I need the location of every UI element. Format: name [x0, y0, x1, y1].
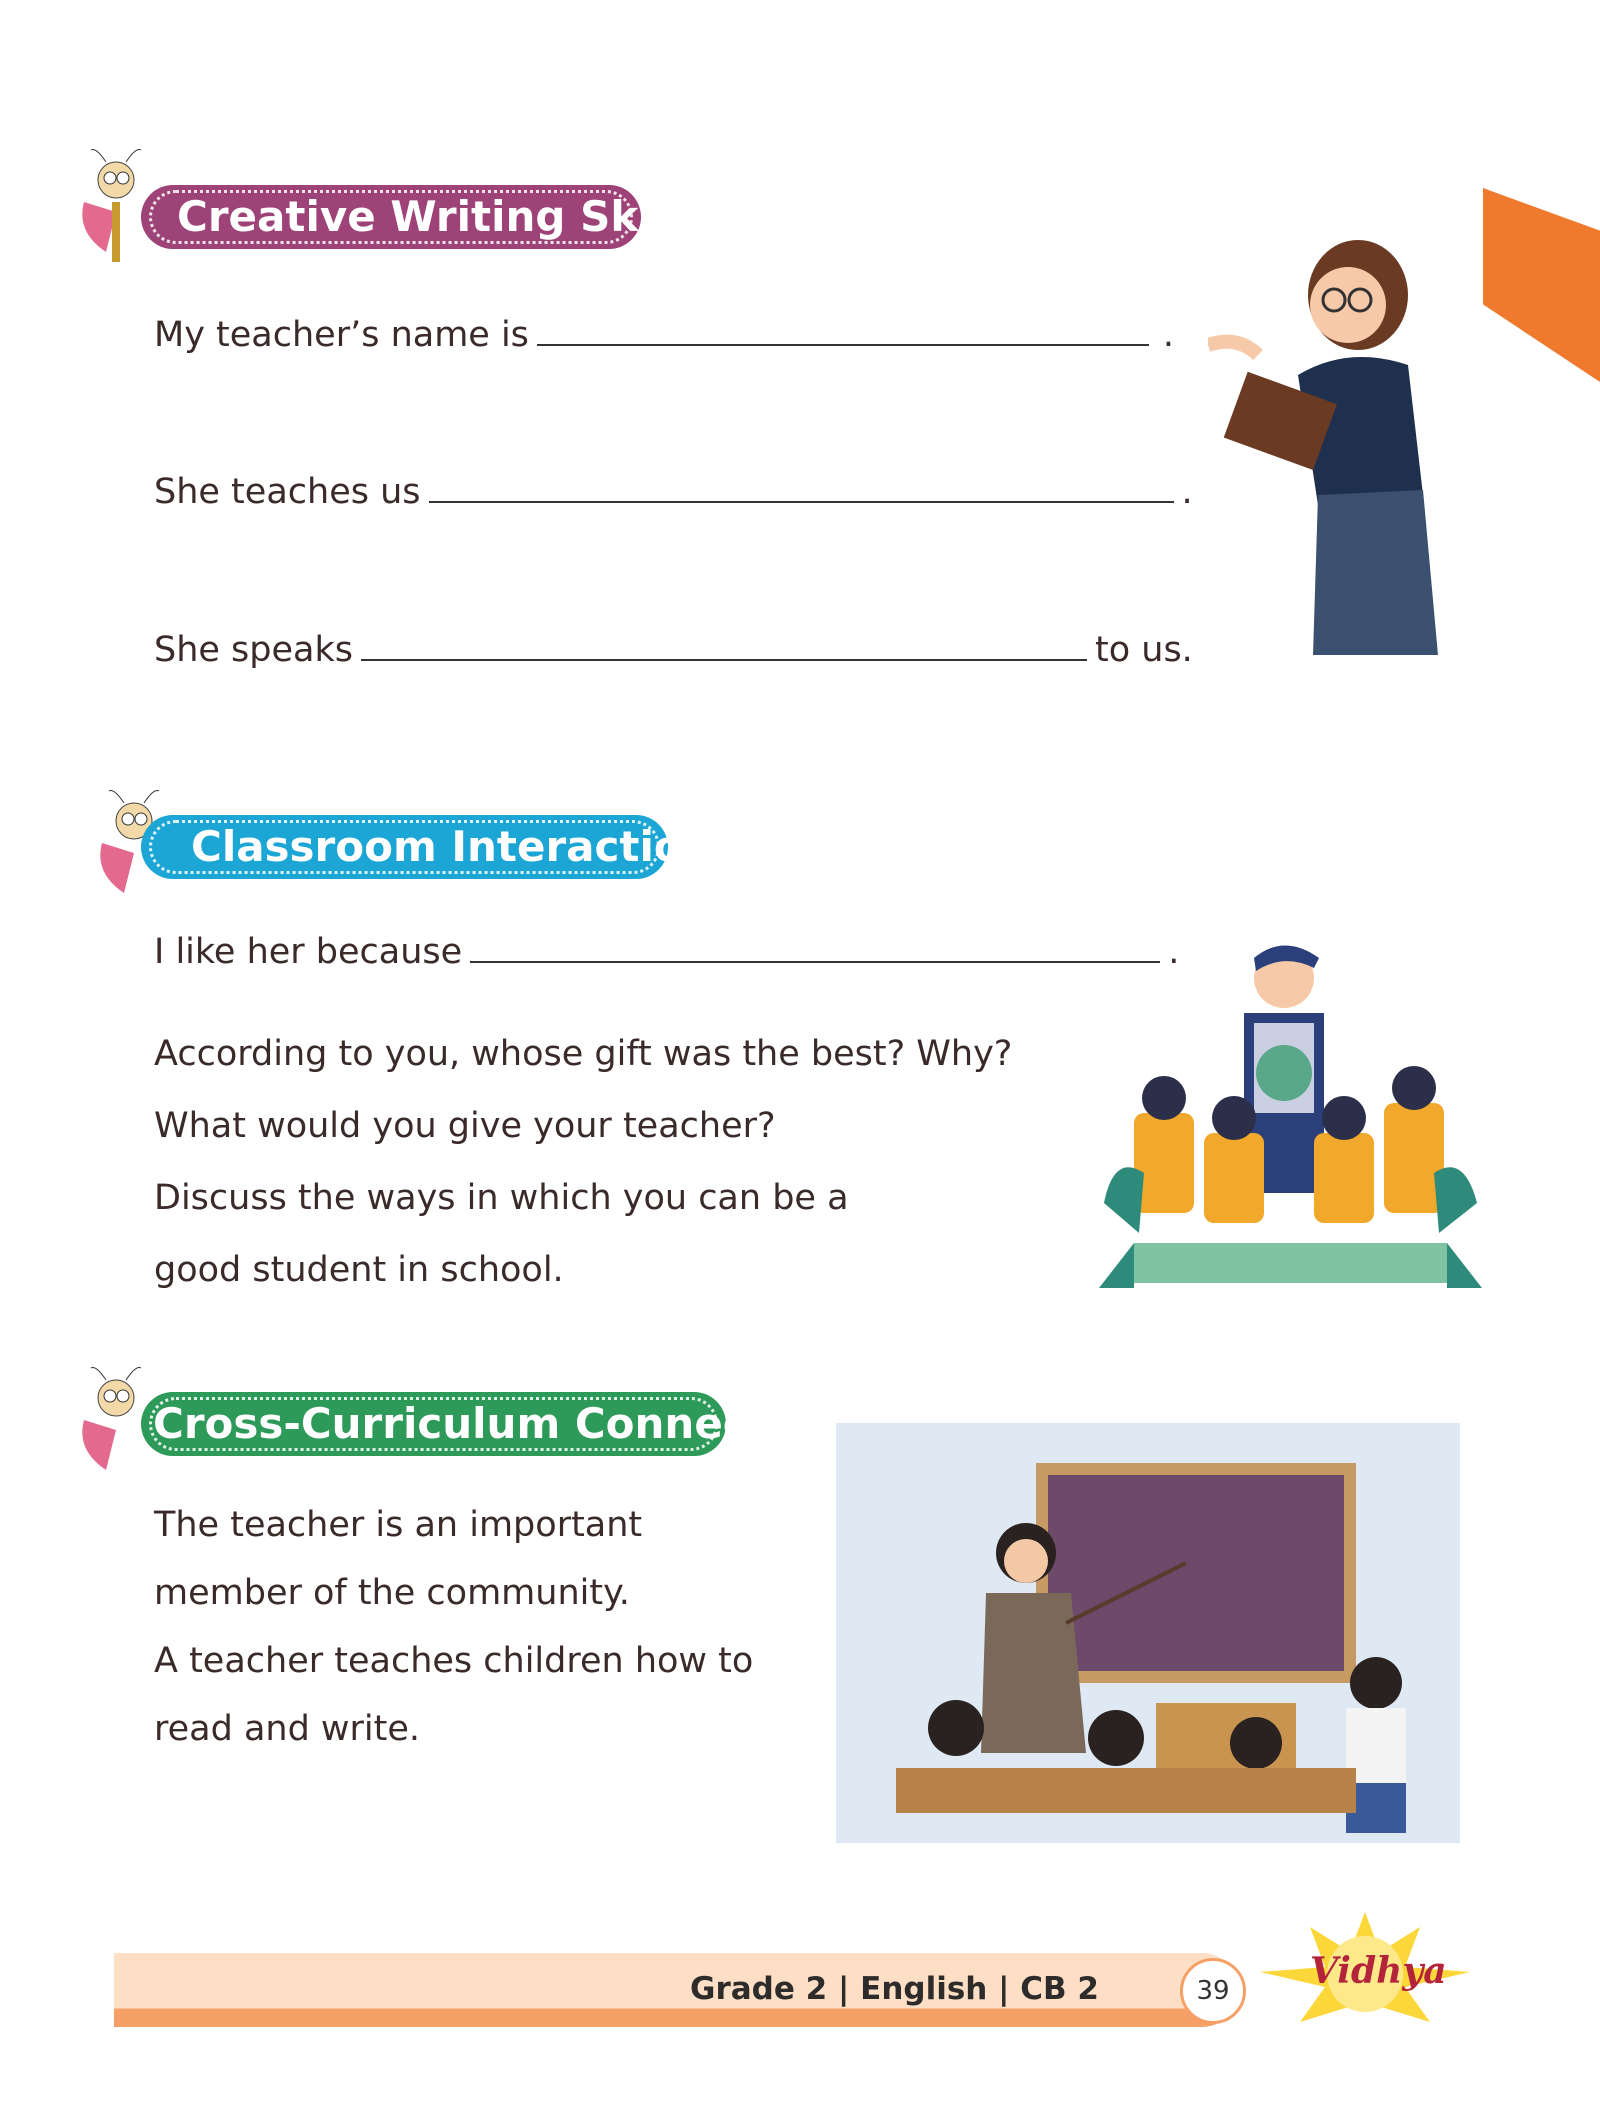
fill-line-like-her — [154, 932, 1179, 972]
section-title: Creative Writing Skills — [177, 192, 707, 241]
prompt-text: I like her because — [154, 932, 463, 972]
prompt-text: She speaks — [154, 630, 353, 670]
question: What would you give your teacher? — [154, 1106, 776, 1146]
paragraph-line: The teacher is an important — [154, 1505, 643, 1545]
answer-blank[interactable] — [429, 473, 1174, 503]
question: According to you, whose gift was the best? Why? — [154, 1034, 1013, 1074]
fill-line-speaks — [154, 630, 1193, 670]
community-text — [154, 1491, 753, 1763]
footer-bar — [114, 1953, 1239, 2027]
section-header-classroom-interaction — [141, 815, 713, 879]
suffix-text: . — [1162, 315, 1175, 355]
section-header-creative-writing — [141, 185, 707, 249]
suffix-text: to us. — [1095, 630, 1193, 670]
prompt-text: My teacher’s name is — [154, 315, 529, 355]
classroom-illustration — [836, 1423, 1460, 1843]
paragraph-line: A teacher teaches children how to — [154, 1641, 754, 1681]
suffix-text: . — [1181, 472, 1193, 512]
orange-corner-tab — [1483, 188, 1600, 382]
section-title: Classroom Interaction — [191, 822, 713, 871]
suffix-text: . — [1168, 932, 1180, 972]
section-title: Cross-Curriculum Connect — [153, 1399, 768, 1448]
question: good student in school. — [154, 1250, 564, 1290]
vidhya-logo — [1255, 1912, 1475, 2027]
teacher-illustration — [1208, 235, 1463, 655]
logo-text: Vidhya — [1310, 1950, 1447, 1992]
fill-line-teacher-name — [154, 315, 1174, 355]
paragraph-line: read and write. — [154, 1709, 421, 1749]
answer-blank[interactable] — [470, 933, 1160, 963]
page-number: 39 — [1180, 1958, 1246, 2024]
fill-line-teaches — [154, 472, 1193, 512]
section-header-cross-curriculum — [141, 1392, 768, 1456]
discussion-questions — [154, 1018, 1012, 1306]
answer-blank[interactable] — [537, 316, 1149, 346]
answer-blank[interactable] — [361, 631, 1087, 661]
footer-text: Grade 2 | English | CB 2 — [690, 1971, 1099, 2007]
paragraph-line: member of the community. — [154, 1573, 630, 1613]
question: Discuss the ways in which you can be a — [154, 1178, 849, 1218]
students-gifting-teacher-illustration — [1094, 933, 1487, 1295]
prompt-text: She teaches us — [154, 472, 421, 512]
